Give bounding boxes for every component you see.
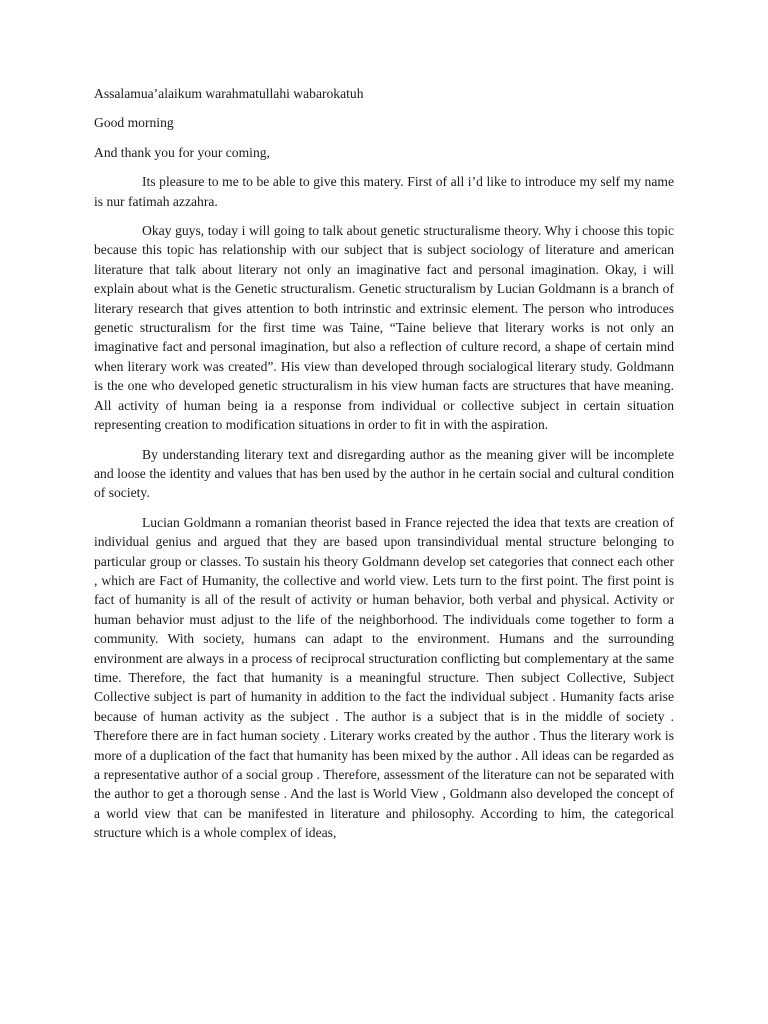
paragraph-goldmann-categories: Lucian Goldmann a romanian theorist based in France rejected the idea that texts are creation of individual genius and argued that they are based upon transindividual mental structure belonging to particular group or classes. To sustain his theory Goldmann develop set categories that connect each other , which are Fact of Humanity, the collective and world view. Lets turn to the first point. The first point is fact of humanity is all of the result of activity or human behavior, both verbal and physical. Activity or human behavior must adjust to the life of the neighborhood. The individuals come together to form a community. With society, humans can adapt to the environment. Humans and the surrounding environment are always in a process of reciprocal structuration conflicting but complementary at the same time. Therefore, the fact that humanity is a meaningful structure. Then subject Collective, Subject Collective subject is part of humanity in addition to the fact the individual subject . Humanity facts arise because of human activity as the subject . The author is a subject that is in the middle of society . Therefore there are in fact human society . Literary works created by the author . Thus the literary work is more of a duplication of the fact that humanity has been mixed by the author . All ideas can be regarded as a representative author of a social group . Therefore, assessment of the literature can not be separated with the author to get a thorough sense . And the last is World View , Goldmann also developed the concept of a world view that can be manifested in literature and philosophy. According to him, the categorical structure which is a whole complex of ideas, [94,514,674,841]
thanks-line: And thank you for your coming, [94,144,270,160]
paragraph-genetic-structuralism: Okay guys, today i will going to talk about genetic structuralisme theory. Why i choose this topic because this topic has relationship with our subject that is subject sociology of literature and american literature that talk about literary not only an imaginative fact and personal imagination. Okay, i will explain about what is the Genetic structuralism. Genetic structuralism by Lucian Goldmann is a branch of literary research that gives attention to both intrinstic and extrinsic element. The person who introduces genetic structuralism for the first time was Taine, “Taine believe that literary works is not only an imaginative fact and personal imagination, but also a reflection of culture record, a shape of certain mind when literary work was created”. His view than developed through socialogical literary study. Goldmann is the one who developed genetic structuralism in his view human facts are structures that have meaning. All activity of human being ia a response from individual or collective subject in certain situation representing creation to modification situations in order to fit in with the aspiration. [94,223,674,433]
document-body [94,84,674,853]
good-morning-line: Good morning [94,115,174,131]
paragraph-understanding-text: By understanding literary text and disregarding author as the meaning giver will be incomplete and loose the identity and values that has ben used by the author in he certain social and cultural condition of society. [94,446,674,501]
greeting-line: Assalamua’alaikum warahmatullahi wabarokatuh [94,86,364,101]
paragraph-introduction: Its pleasure to me to be able to give this matery. First of all i’d like to introduce my self my name is nur fatimah azzahra. [94,174,674,209]
